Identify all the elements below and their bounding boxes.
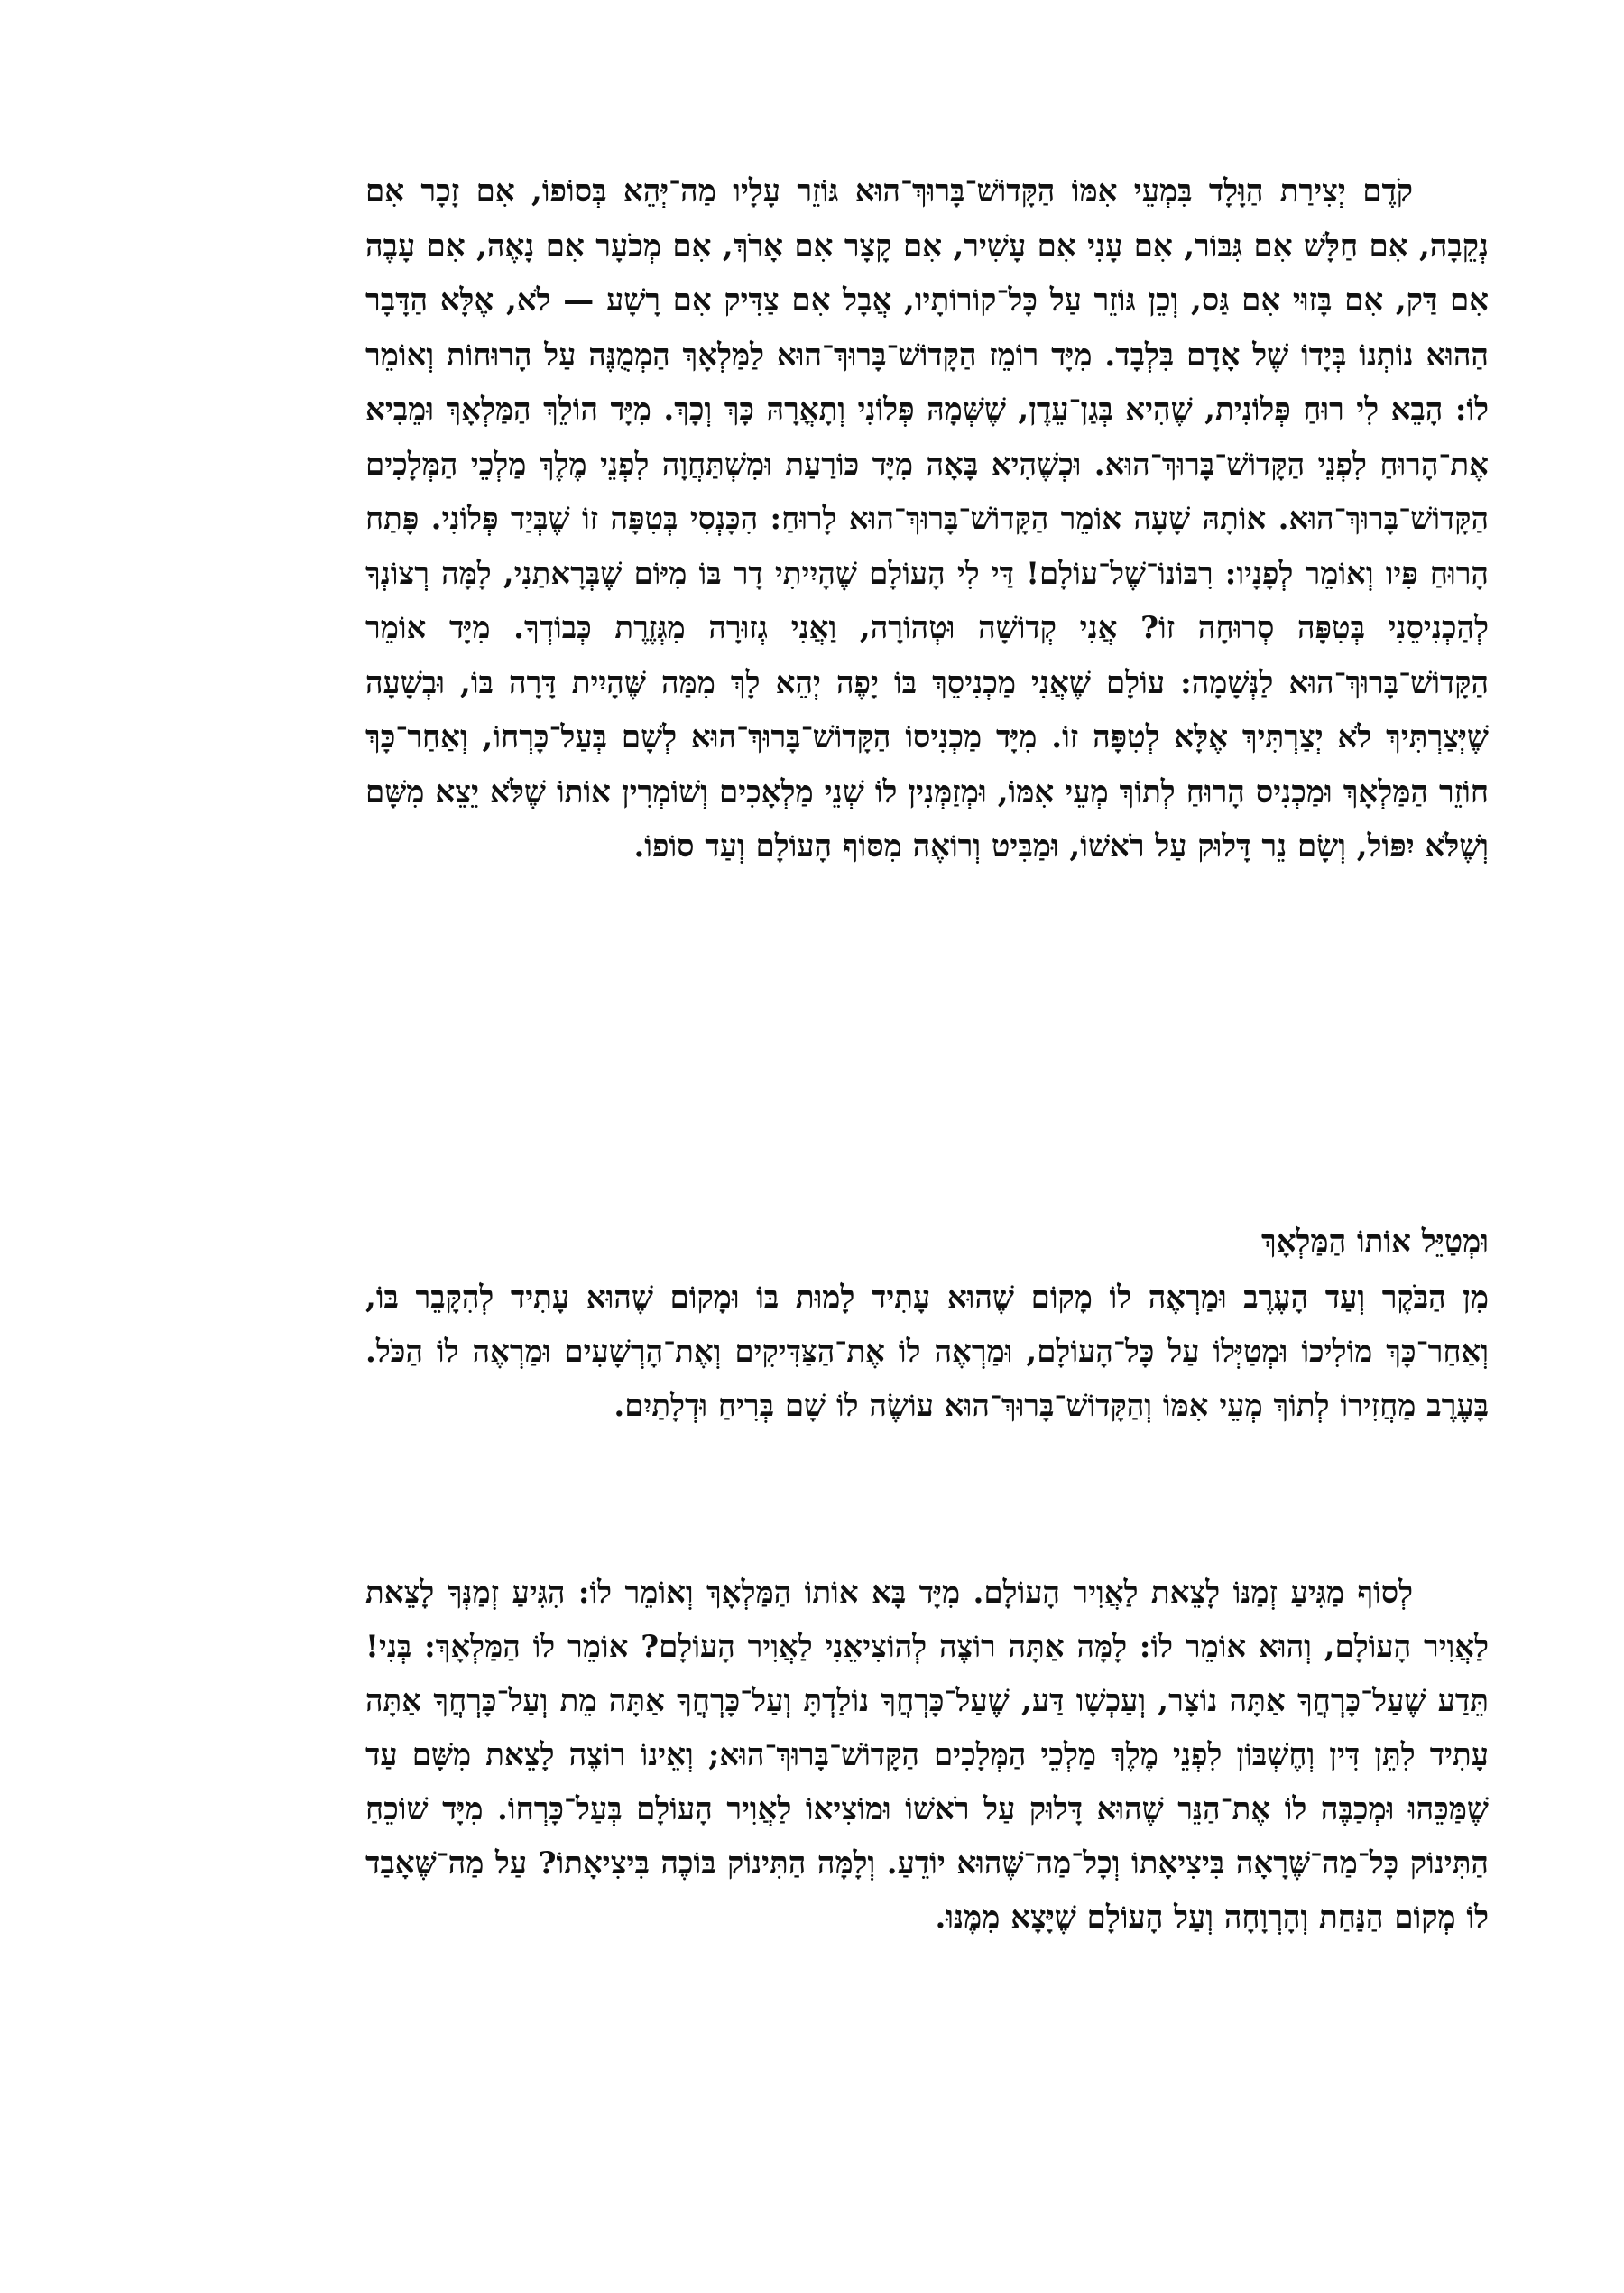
paragraph-3 [365, 1566, 1489, 1945]
paragraph-1-text: קֹדֶם יְצִירַת הַוָּלָד בִּמְעֵי אִמּוֹ הַקָּדוֹשׁ־בָּרוּךְ־הוּא גּוֹזֵר עָלָיו מַה־יְּהֵא בְּסוֹפוֹ, אִם זָכָר אִם נְקֵבָה, אִם חַלָּשׁ אִם גִּבּוֹר, אִם עָנִי אִם עָשִׁיר, אִם קָצָר אִם אָרֹךְ, אִם מְכֹעָר אִם נָאֶה, אִם עָבֶה אִם דַּק, אִם בָּזוּי אִם גַּס, וְכֵן גּוֹזֵר עַל כָּל־קוֹרוֹתָיו, אֲבָל אִם צַדִּיק אִם רָשָׁע — לֹא, אֶלָּא הַדָּבָר הַהוּא נוֹתְנוֹ בְּיָדוֹ שֶׁל אָדָם בִּלְבָד. מִיָּד רוֹמֵז הַקָּדוֹשׁ־בָּרוּךְ־הוּא לַמַּלְאָךְ הַמְמֻנֶּה עַל הָרוּחוֹת וְאוֹמֵר לוֹ: הָבֵא לִי רוּחַ פְּלוֹנִית, שֶׁהִיא בְּגַן־עֵדֶן, שֶׁשְּׁמָהּ פְּלוֹנִי וְתָאֳרָהּ כָּךְ וְכָךְ. מִיָּד הוֹלֵךְ הַמַּלְאָךְ וּמֵבִיא אֶת־הָרוּחַ לִפְנֵי הַקָּדוֹשׁ־בָּרוּךְ־הוּא. וּכְשֶׁהִיא בָּאָה מִיָּד כּוֹרַעַת וּמִשְׁתַּחֲוָה לִפְנֵי מֶלֶךְ מַלְכֵי הַמְּלָכִים הַקָּדוֹשׁ־בָּרוּךְ־הוּא. אוֹתָהּ שָׁעָה אוֹמֵר הַקָּדוֹשׁ־בָּרוּךְ־הוּא לָרוּחַ: הִכָּנְסִי בְּטִפָּה זוֹ שֶׁבְּיַד פְּלוֹנִי. פָּתַח הָרוּחַ פִּיו וְאוֹמֵר לְפָנָיו: רִבּוֹנוֹ־שֶׁל־עוֹלָם! דַּי לִי הָעוֹלָם שֶׁהָיִיתִי דָר בּוֹ מִיּוֹם שֶׁבְּרָאתַנִי, לָמָּה רְצוֹנְךָ לְהַכְנִיסֵנִי בְּטִפָּה סְרוּחָה זוֹ? אֲנִי קְדוֹשָׁה וּטְהוֹרָה, וַאֲנִי גְזוּרָה מִגְּזֶרֶת כְּבוֹדְךָ. מִיָּד אוֹמֵר הַקָּדוֹשׁ־בָּרוּךְ־הוּא לַנְּשָׁמָה: עוֹלָם שֶׁאֲנִי מַכְנִיסֵךְ בּוֹ יָפֶה יְהֵא לָךְ מִמַּה שֶּׁהָיִית דָּרָה בּוֹ, וּבְשָׁעָה שֶׁיְּצַרְתִּיךְ לֹא יְצַרְתִּיךְ אֶלָּא לְטִפָּה זוֹ. מִיָּד מַכְנִיסוֹ הַקָּדוֹשׁ־בָּרוּךְ־הוּא לְשָׁם בְּעַל־כָּרְחוֹ, וְאַחַר־כָּךְ חוֹזֵר הַמַּלְאָךְ וּמַכְנִיס הָרוּחַ לְתוֹךְ מְעֵי אִמּוֹ, וּמְזַמְּנִין לוֹ שְׁנֵי מַלְאָכִים וְשׁוֹמְרִין אוֹתוֹ שֶׁלֹּא יֵצֵא מִשָּׁם וְשֶׁלֹּא יִפּוֹל, וְשָׂם נֵר דָּלוּק עַל רֹאשׁוֹ, וּמַבִּיט וְרוֹאֶה מִסּוֹף הָעוֹלָם וְעַד סוֹפוֹ. [365, 173, 1490, 864]
paragraph-1 [365, 164, 1489, 874]
paragraph-3-text: לְסוֹף מַגִּיעַ זְמַנּוֹ לָצֵאת לַאֲוִיר הָעוֹלָם. מִיָּד בָּא אוֹתוֹ הַמַּלְאָךְ וְאוֹמֵר לוֹ: הִגִּיעַ זְמַנְּךָ לָצֵאת לַאֲוִיר הָעוֹלָם, וְהוּא אוֹמֵר לוֹ: לָמָּה אַתָּה רוֹצֶה לְהוֹצִיאֵנִי לַאֲוִיר הָעוֹלָם? אוֹמֵר לוֹ הַמַּלְאָךְ: בְּנִי! תֵּדַע שֶׁעַל־כָּרְחֲךָ אַתָּה נוֹצָר, וְעַכְשָׁו דַּע, שֶׁעַל־כָּרְחֲךָ נוֹלַדְתָּ וְעַל־כָּרְחֲךָ אַתָּה מֵת וְעַל־כָּרְחֲךָ אַתָּה עָתִיד לִתֵּן דִּין וְחֶשְׁבּוֹן לִפְנֵי מֶלֶךְ מַלְכֵי הַמְּלָכִים הַקָּדוֹשׁ־בָּרוּךְ־הוּא; וְאֵינוֹ רוֹצֶה לָצֵאת מִשָּׁם עַד שֶׁמַּכֵּהוּ וּמְכַבֶּה לוֹ אֶת־הַנֵּר שֶׁהוּא דָּלוּק עַל רֹאשׁוֹ וּמוֹצִיאוֹ לַאֲוִיר הָעוֹלָם בְּעַל־כָּרְחוֹ. מִיָּד שׁוֹכֵחַ הַתִּינוֹק כָּל־מַה־שֶּׁרָאָה בִּיצִיאָתוֹ וְכָל־מַה־שֶּׁהוּא יוֹדֵעַ. וְלָמָּה הַתִּינוֹק בּוֹכֶה בִּיצִיאָתוֹ? עַל מַה־שֶּׁאָבַד לוֹ מְקוֹם הַנַּחַת וְהָרְוָחָה וְעַל הָעוֹלָם שֶׁיָּצָא מִמֶּנּוּ. [365, 1575, 1489, 1936]
paragraph-2-heading: וּמְטַיֵּל אוֹתוֹ הַמַּלְאָךְ [1261, 1224, 1489, 1260]
paragraph-2 [365, 1215, 1489, 1433]
paragraph-2-text: מִן הַבֹּקֶר וְעַד הָעֶרֶב וּמַרְאֶה לוֹ מָקוֹם שֶׁהוּא עָתִיד לָמוּת בּוֹ וּמָקוֹם שֶׁהוּא עָתִיד לְהִקָּבֵר בּוֹ, וְאַחַר־כָּךְ מוֹלִיכוֹ וּמְטַיְּלוֹ עַל כָּל־הָעוֹלָם, וּמַרְאֶה לוֹ אֶת־הַצַּדִּיקִים וְאֶת־הָרְשָׁעִים וּמַרְאֶה לוֹ הַכֹּל. בָּעֶרֶב מַחֲזִירוֹ לְתוֹךְ מְעֵי אִמּוֹ וְהַקָּדוֹשׁ־בָּרוּךְ־הוּא עוֹשֶׂה לוֹ שָׁם בְּרִיחַ וּדְלָתַיִם. [365, 1280, 1489, 1424]
